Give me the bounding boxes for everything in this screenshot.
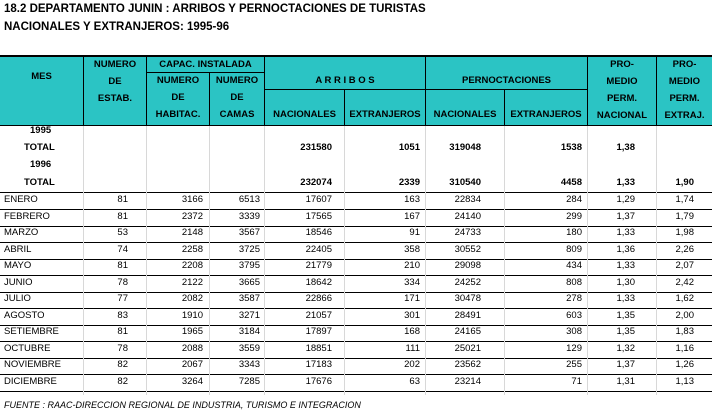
column-divider <box>344 126 345 395</box>
header-per-nacionales: NACIONALES <box>433 109 497 120</box>
cell-arribos-extranjeros: 163 <box>404 194 420 205</box>
cell-habitac: 1965 <box>181 326 203 337</box>
month-label: DICIEMBRE <box>4 375 57 387</box>
column-divider <box>656 126 657 395</box>
row-divider <box>0 391 712 392</box>
header-prom-nac-2: MEDIO <box>606 76 638 87</box>
header-camas-3: CAMAS <box>219 109 255 120</box>
column-divider <box>264 126 265 395</box>
year-1995-label: 1995 <box>30 125 52 136</box>
header-arr-nacionales: NACIONALES <box>273 109 336 120</box>
header-habit-3: HABITAC. <box>155 109 201 120</box>
total-1995-pernoct-nacionales: 319048 <box>449 142 481 153</box>
header-camas-1: NUMERO <box>215 75 259 86</box>
cell-pernoct-nacionales: 28491 <box>454 309 481 321</box>
cell-estab: 78 <box>117 276 128 288</box>
total-1995-promedio-nacional: 1,38 <box>616 142 635 153</box>
cell-camas: 3795 <box>238 260 260 271</box>
header-habit-2: DE <box>171 92 185 103</box>
year-1996-label: 1996 <box>30 159 52 170</box>
cell-arribos-extranjeros: 171 <box>404 293 420 304</box>
header-mes: MES <box>31 71 52 82</box>
cell-arribos-extranjeros: 301 <box>404 309 420 321</box>
cell-pernoct-extranjeros: 180 <box>566 227 582 238</box>
cell-arribos-nacionales: 22405 <box>305 243 332 255</box>
cell-pernoct-extranjeros: 603 <box>566 309 582 321</box>
header-estab-1: NUMERO <box>93 59 137 70</box>
row-divider <box>0 341 712 342</box>
cell-promedio-extranjero: 1,16 <box>675 342 694 354</box>
column-divider <box>83 126 84 395</box>
cell-arribos-nacionales: 17183 <box>305 359 332 370</box>
cell-promedio-extranjero: 1,79 <box>675 210 694 222</box>
total-1996-arribos-extranjeros: 2339 <box>398 177 420 188</box>
header-prom-ext-1: PRO- <box>672 59 697 70</box>
cell-pernoct-extranjeros: 808 <box>566 276 582 288</box>
cell-arribos-extranjeros: 210 <box>404 260 420 271</box>
total-1995-arribos-extranjeros: 1051 <box>398 142 420 153</box>
cell-promedio-nacional: 1,36 <box>616 243 635 255</box>
total-1996-promedio-extranjero: 1,90 <box>675 177 694 188</box>
header-estab-3: ESTAB. <box>97 93 133 104</box>
column-divider <box>209 126 210 395</box>
total-1995-label: TOTAL <box>24 142 55 153</box>
cell-arribos-nacionales: 22866 <box>305 293 332 304</box>
total-1996-label: TOTAL <box>24 177 55 188</box>
cell-arribos-nacionales: 21779 <box>305 260 332 271</box>
cell-arribos-extranjeros: 111 <box>405 342 420 354</box>
cell-habitac: 2122 <box>181 276 203 288</box>
cell-arribos-nacionales: 18546 <box>305 227 332 238</box>
cell-pernoct-nacionales: 30552 <box>454 243 481 255</box>
cell-promedio-extranjero: 2,26 <box>675 243 694 255</box>
header-prom-nac-1: PRO- <box>610 59 634 70</box>
cell-pernoct-nacionales: 22834 <box>454 194 481 205</box>
cell-pernoct-extranjeros: 129 <box>566 342 582 354</box>
cell-estab: 74 <box>117 243 128 255</box>
month-label: MARZO <box>4 227 39 238</box>
header-per-extranjeros: EXTRANJEROS <box>510 109 582 120</box>
cell-camas: 3343 <box>238 359 260 370</box>
cell-arribos-nacionales: 17676 <box>305 375 332 387</box>
cell-pernoct-extranjeros: 308 <box>566 326 582 337</box>
row-divider <box>0 308 712 309</box>
month-label: MAYO <box>4 260 32 271</box>
cell-pernoct-extranjeros: 299 <box>566 210 582 222</box>
cell-promedio-extranjero: 1,26 <box>675 359 694 370</box>
header-pernoctaciones: PERNOCTACIONES <box>461 75 552 86</box>
cell-arribos-extranjeros: 63 <box>409 375 420 387</box>
cell-pernoct-nacionales: 24733 <box>454 227 481 238</box>
cell-camas: 6513 <box>238 194 260 205</box>
row-divider <box>0 325 712 326</box>
cell-estab: 81 <box>117 326 128 337</box>
cell-habitac: 3264 <box>181 375 203 387</box>
cell-pernoct-extranjeros: 434 <box>566 260 582 271</box>
month-label: SETIEMBRE <box>4 326 59 337</box>
month-label: ENERO <box>4 194 38 205</box>
cell-camas: 3271 <box>238 309 260 321</box>
cell-arribos-nacionales: 17607 <box>305 194 332 205</box>
header-arr-extranjeros: EXTRANJEROS <box>349 109 421 120</box>
cell-estab: 77 <box>117 293 128 304</box>
total-1996-pernoct-nacionales: 310540 <box>449 177 481 188</box>
cell-pernoct-nacionales: 24140 <box>454 210 481 222</box>
cell-habitac: 2088 <box>181 342 203 354</box>
cell-estab: 82 <box>117 375 128 387</box>
cell-promedio-extranjero: 2,00 <box>675 309 694 321</box>
cell-arribos-nacionales: 17565 <box>305 210 332 222</box>
cell-promedio-extranjero: 1,62 <box>675 293 694 304</box>
cell-promedio-nacional: 1,35 <box>616 309 635 321</box>
header-prom-nac-4: NACIONAL <box>596 110 648 121</box>
total-1995-arribos-nacionales: 231580 <box>300 142 332 153</box>
cell-estab: 78 <box>117 342 128 354</box>
row-divider <box>0 209 712 210</box>
header-rule <box>265 89 587 90</box>
cell-promedio-nacional: 1,31 <box>616 375 635 387</box>
column-divider <box>587 126 588 395</box>
cell-promedio-nacional: 1,37 <box>616 359 635 370</box>
total-1996-arribos-nacionales: 232074 <box>300 177 332 188</box>
table-subtitle: NACIONALES Y EXTRANJEROS: 1995-96 <box>4 21 230 33</box>
cell-arribos-extranjeros: 358 <box>404 243 420 255</box>
row-divider <box>0 226 712 227</box>
cell-promedio-extranjero: 2,42 <box>675 276 694 288</box>
cell-pernoct-extranjeros: 255 <box>566 359 582 370</box>
cell-camas: 3567 <box>238 227 260 238</box>
source-note: FUENTE : RAAC-DIRECCION REGIONAL DE INDUSTRIA, TURISMO E INTEGRACION <box>4 400 361 410</box>
cell-estab: 81 <box>117 210 128 222</box>
month-label: FEBRERO <box>4 210 50 222</box>
cell-promedio-extranjero: 1,98 <box>675 227 694 238</box>
cell-habitac: 2148 <box>181 227 203 238</box>
cell-estab: 81 <box>117 260 128 271</box>
cell-estab: 83 <box>117 309 128 321</box>
cell-promedio-nacional: 1,33 <box>616 293 635 304</box>
cell-camas: 3665 <box>238 276 260 288</box>
total-1995-pernoct-extranjeros: 1538 <box>560 142 582 153</box>
cell-pernoct-extranjeros: 809 <box>566 243 582 255</box>
cell-promedio-nacional: 1,33 <box>616 227 635 238</box>
cell-camas: 7285 <box>238 375 260 387</box>
cell-pernoct-extranjeros: 71 <box>571 375 582 387</box>
month-label: JULIO <box>4 293 31 304</box>
cell-habitac: 1910 <box>181 309 203 321</box>
cell-camas: 3587 <box>238 293 260 304</box>
cell-camas: 3725 <box>238 243 260 255</box>
cell-promedio-nacional: 1,32 <box>616 342 635 354</box>
row-divider <box>0 358 712 359</box>
month-label: NOVIEMBRE <box>4 359 62 370</box>
header-prom-ext-3: PERM. <box>669 93 700 104</box>
header-prom-nac-3: PERM. <box>606 93 638 104</box>
table-header <box>0 55 712 126</box>
cell-estab: 81 <box>117 194 128 205</box>
cell-arribos-nacionales: 17897 <box>305 326 332 337</box>
month-label: ABRIL <box>4 243 32 255</box>
cell-promedio-nacional: 1,37 <box>616 210 635 222</box>
month-label: JUNIO <box>4 276 33 288</box>
cell-promedio-nacional: 1,29 <box>616 194 635 205</box>
header-prom-ext-2: MEDIO <box>668 76 701 87</box>
cell-promedio-extranjero: 1,13 <box>675 375 694 387</box>
cell-promedio-nacional: 1,33 <box>616 260 635 271</box>
cell-promedio-extranjero: 1,83 <box>675 326 694 337</box>
cell-pernoct-nacionales: 29098 <box>454 260 481 271</box>
header-prom-ext-4: EXTRAJ. <box>664 110 705 121</box>
month-label: OCTUBRE <box>4 342 51 354</box>
cell-pernoct-nacionales: 24252 <box>454 276 481 288</box>
cell-arribos-extranjeros: 334 <box>404 276 420 288</box>
row-divider <box>0 259 712 260</box>
cell-estab: 82 <box>117 359 128 370</box>
cell-camas: 3559 <box>238 342 260 354</box>
row-divider <box>0 192 712 193</box>
cell-promedio-nacional: 1,35 <box>616 326 635 337</box>
cell-habitac: 2258 <box>181 243 203 255</box>
total-1996-pernoct-extranjeros: 4458 <box>560 177 582 188</box>
cell-arribos-extranjeros: 202 <box>404 359 420 370</box>
cell-arribos-extranjeros: 91 <box>409 227 420 238</box>
cell-habitac: 2067 <box>181 359 203 370</box>
header-capac: CAPAC. INSTALADA <box>159 59 252 70</box>
row-divider <box>0 275 712 276</box>
row-divider <box>0 292 712 293</box>
cell-arribos-extranjeros: 167 <box>404 210 420 222</box>
cell-pernoct-extranjeros: 284 <box>566 194 582 205</box>
cell-estab: 53 <box>117 227 128 238</box>
column-divider <box>146 126 147 395</box>
cell-pernoct-extranjeros: 278 <box>566 293 582 304</box>
cell-habitac: 2372 <box>181 210 203 222</box>
cell-arribos-nacionales: 18642 <box>305 276 332 288</box>
total-1996-promedio-nacional: 1,33 <box>616 177 635 188</box>
cell-habitac: 3166 <box>181 194 203 205</box>
cell-pernoct-nacionales: 23562 <box>454 359 481 370</box>
cell-promedio-extranjero: 1,74 <box>675 194 694 205</box>
cell-promedio-nacional: 1,30 <box>616 276 635 288</box>
cell-promedio-extranjero: 2,07 <box>675 260 694 271</box>
month-label: AGOSTO <box>4 309 45 321</box>
column-divider <box>425 126 426 395</box>
cell-pernoct-nacionales: 24165 <box>454 326 481 337</box>
row-divider <box>0 374 712 375</box>
header-arribos: A R R I B O S <box>315 75 375 86</box>
cell-pernoct-nacionales: 25021 <box>454 342 481 354</box>
cell-arribos-nacionales: 21057 <box>305 309 332 321</box>
cell-pernoct-nacionales: 23214 <box>454 375 481 387</box>
header-habit-1: NUMERO <box>156 75 200 86</box>
cell-pernoct-nacionales: 30478 <box>454 293 481 304</box>
row-divider <box>0 242 712 243</box>
column-divider <box>504 126 505 395</box>
cell-arribos-extranjeros: 168 <box>404 326 420 337</box>
header-estab-2: DE <box>108 76 122 87</box>
cell-camas: 3339 <box>238 210 260 222</box>
cell-camas: 3184 <box>238 326 260 337</box>
cell-habitac: 2082 <box>181 293 203 304</box>
header-camas-2: DE <box>230 92 244 103</box>
cell-arribos-nacionales: 18851 <box>305 342 332 354</box>
table-title: 18.2 DEPARTAMENTO JUNIN : ARRIBOS Y PERNOCTACIONES DE TURISTAS <box>4 3 426 15</box>
cell-habitac: 2208 <box>181 260 203 271</box>
